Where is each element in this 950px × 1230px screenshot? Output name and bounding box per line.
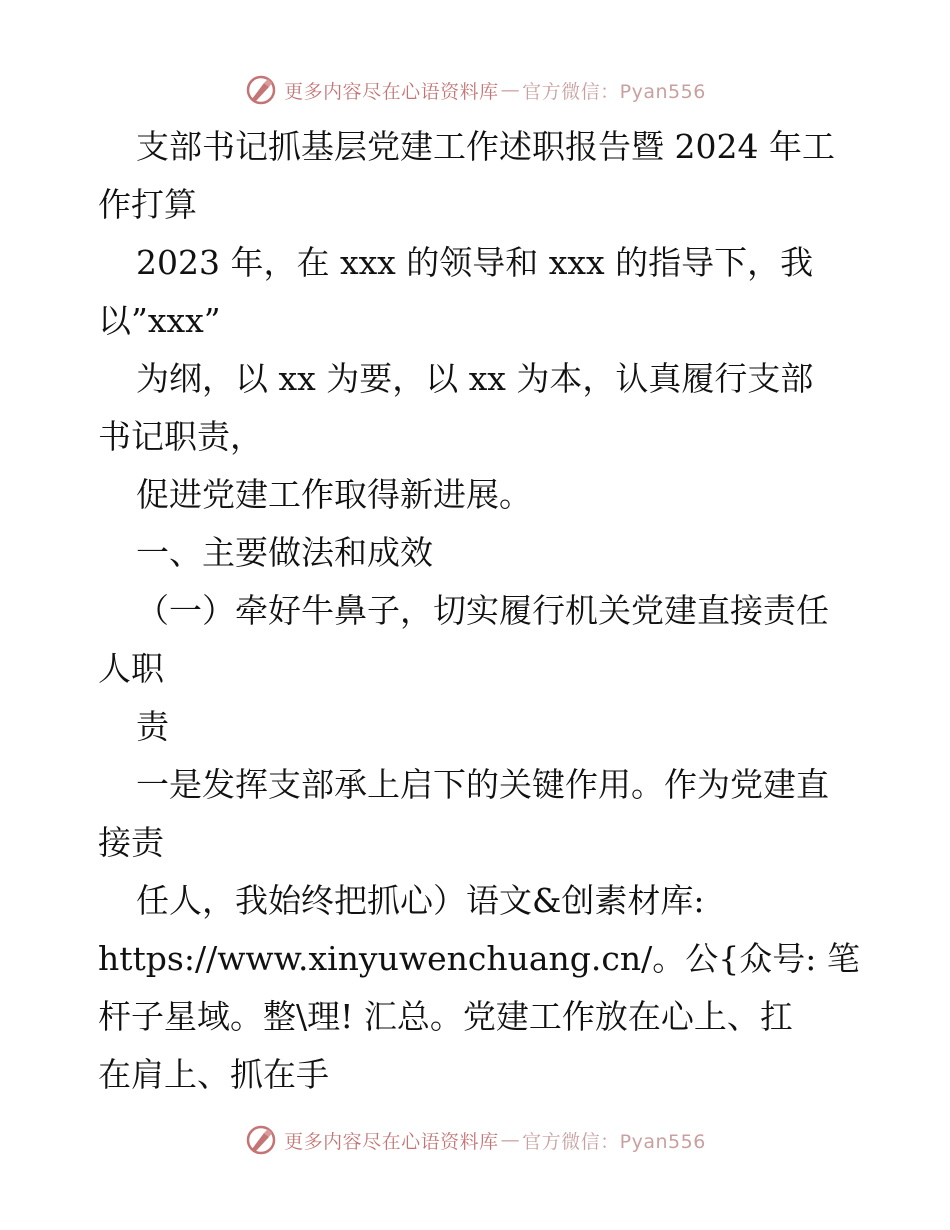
banner-suffix-text: 官方微信：Pyan556: [522, 80, 706, 103]
banner-main-text: 更多内容尽在心语资料库: [284, 1130, 499, 1153]
subsection-heading: （一）牵好牛鼻子，切实履行机关党建直接责任: [136, 591, 829, 630]
section-heading: 一、主要做法和成效: [136, 533, 433, 572]
text-line: 促进党建工作取得新进展。: [136, 475, 532, 514]
text-line: 书记职责，: [98, 417, 263, 456]
banner-main-text: 更多内容尽在心语资料库: [284, 80, 499, 103]
text-line: 一是发挥支部承上启下的关键作用。作为党建直: [136, 765, 829, 804]
pen-nib-logo-icon: [244, 73, 278, 107]
url-text-line: https://www.xinyuwenchuang.cn/。公{众号: 笔: [98, 939, 860, 978]
text-line: 2023 年，在 xxx 的领导和 xxx 的指导下，我: [136, 243, 814, 282]
text-line: 为纲，以 xx 为要，以 xx 为本，认真履行支部: [136, 359, 814, 398]
text-line: 作打算: [98, 185, 197, 224]
text-line: 杆子星域。整\理! 汇总。党建工作放在心上、扛: [98, 997, 793, 1036]
banner-separator: —: [500, 1129, 521, 1151]
header-watermark-banner: [0, 70, 950, 110]
text-line: 任人，我始终把抓心）语文&创素材库:: [136, 881, 705, 920]
banner-separator: —: [500, 79, 521, 101]
text-line: 责: [136, 707, 169, 746]
text-line: 以”xxx”: [98, 301, 221, 340]
text-line: 在肩上、抓在手: [98, 1055, 329, 1094]
text-line: 人职: [98, 649, 164, 688]
text-line: 支部书记抓基层党建工作述职报告暨 2024 年工: [136, 127, 835, 166]
banner-suffix-text: 官方微信：Pyan556: [522, 1130, 706, 1153]
footer-watermark-banner: [0, 1120, 950, 1160]
document-body: [98, 118, 858, 1104]
pen-nib-logo-icon: [244, 1123, 278, 1157]
text-line: 接责: [98, 823, 164, 862]
